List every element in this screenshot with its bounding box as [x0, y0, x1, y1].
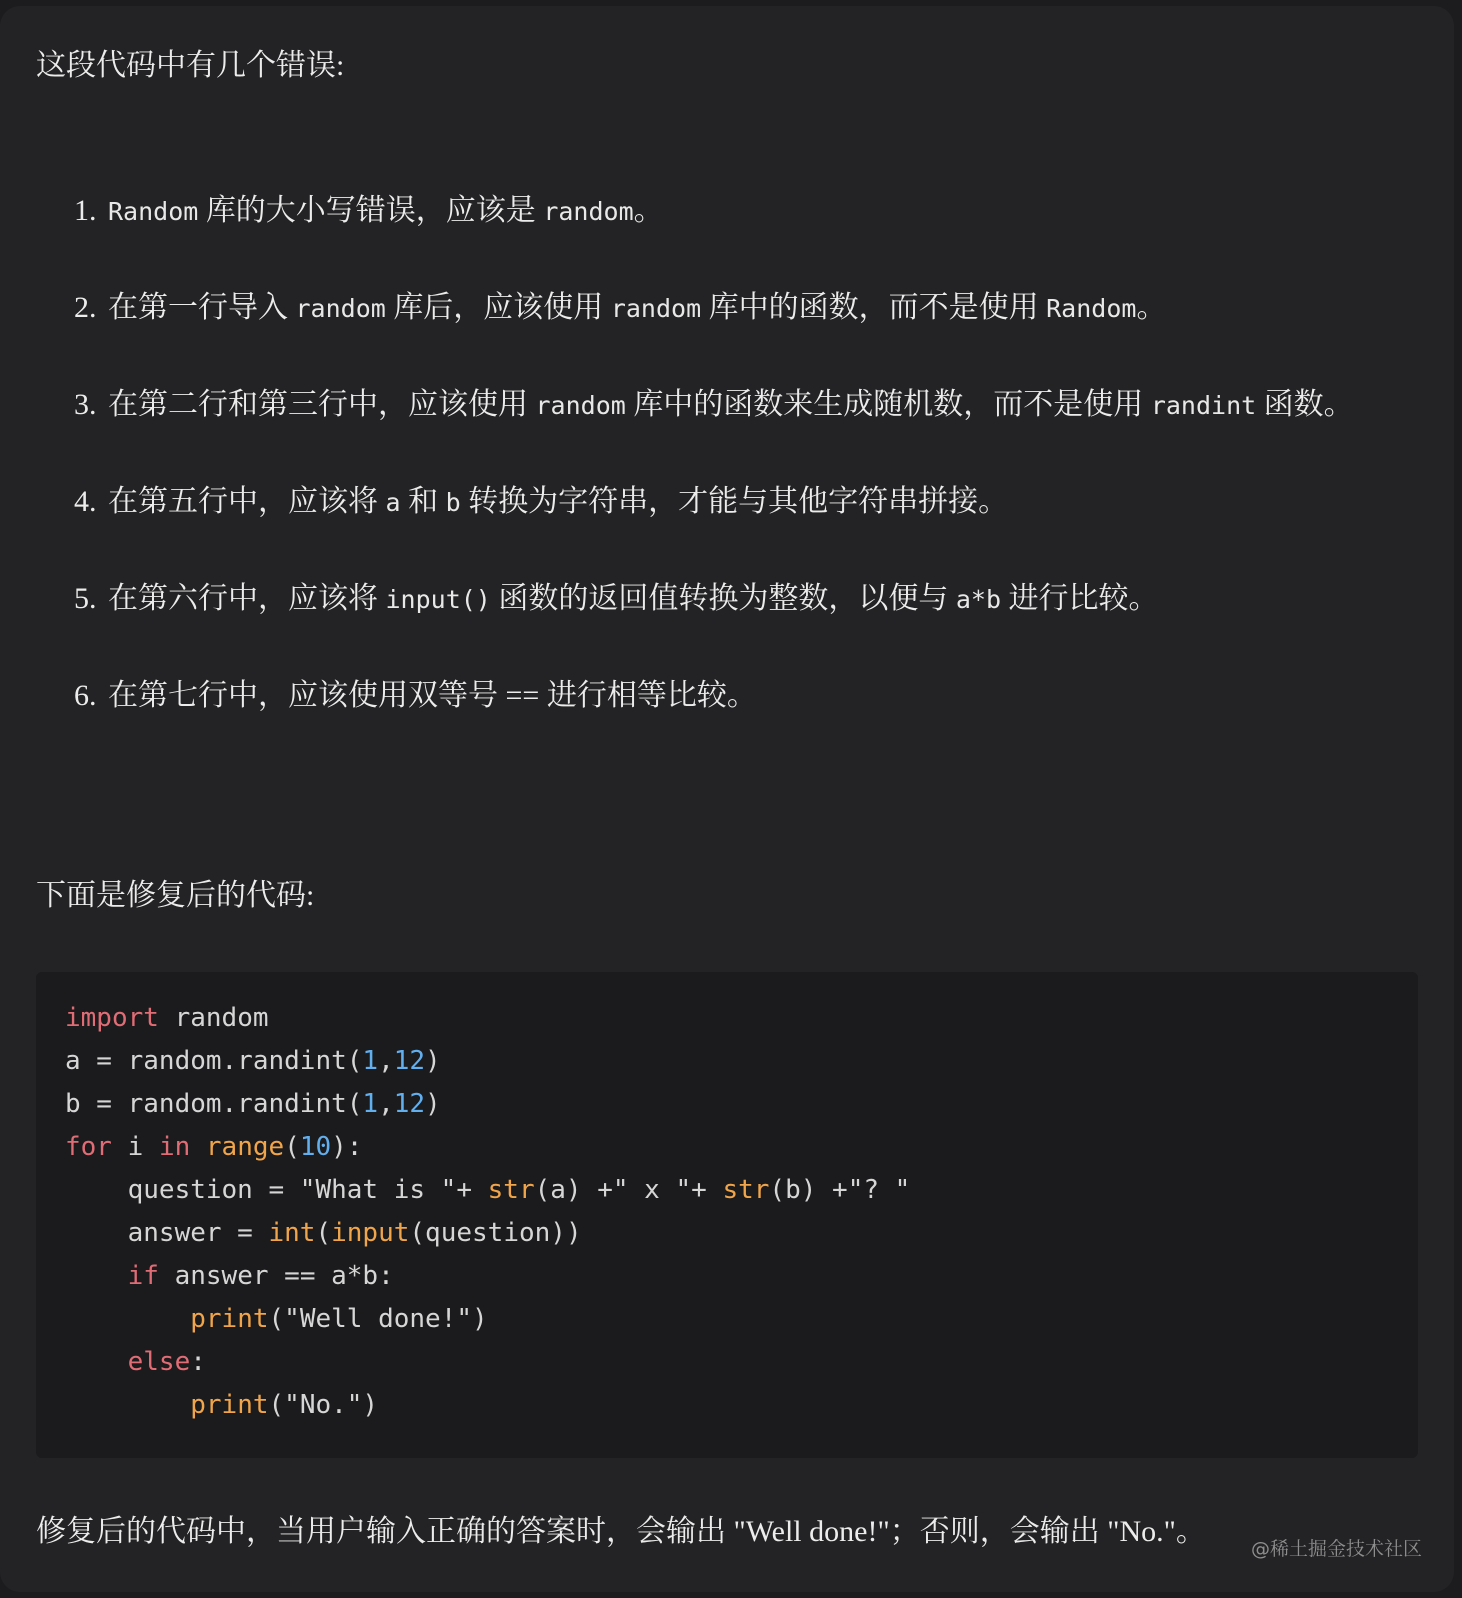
list-item-number: 1. [74, 194, 97, 227]
inline-code: random [295, 294, 386, 323]
code-token: i [111, 1132, 159, 1162]
code-token: random [158, 1003, 269, 1033]
code-token: print [190, 1390, 269, 1420]
code-token: (b) +"? " [769, 1175, 911, 1205]
code-token: in [158, 1132, 191, 1162]
error-list-item [36, 671, 1406, 721]
list-item-text: 。 [1136, 291, 1167, 324]
list-item-text: 和 [400, 485, 446, 518]
code-line [65, 1384, 1389, 1427]
error-list-item [36, 283, 1406, 334]
code-token [65, 1390, 190, 1420]
code-token: answer = [65, 1218, 269, 1248]
list-item-number: 3. [74, 388, 97, 421]
code-line [65, 1255, 1389, 1298]
list-item-text: 库中的函数，而不是使用 [701, 291, 1047, 324]
code-token: 1 [362, 1046, 379, 1076]
list-item-number: 5. [74, 582, 97, 615]
code-token: ): [331, 1132, 363, 1162]
intro-text: 这段代码中有几个错误: [36, 49, 345, 82]
code-token: for [65, 1132, 112, 1162]
code-token: : [190, 1347, 206, 1377]
list-item-text: 转换为字符串，才能与其他字符串拼接。 [460, 485, 1009, 518]
error-list [36, 186, 1406, 767]
code-token [65, 1304, 190, 1334]
inline-code: Random [1046, 294, 1137, 323]
code-token: else [127, 1347, 191, 1377]
error-list-item [36, 186, 1406, 237]
code-line [65, 1126, 1389, 1169]
code-token: (question)) [409, 1218, 582, 1248]
code-line [65, 997, 1389, 1040]
code-token [65, 1347, 128, 1377]
code-token: b = random.randint( [65, 1089, 363, 1119]
inline-code: Random [108, 197, 199, 226]
code-token: print [190, 1304, 269, 1334]
code-token: int [268, 1218, 316, 1248]
error-list-item [36, 477, 1406, 528]
list-item-text: 进行比较。 [1001, 582, 1159, 615]
list-item-text: 在第七行中，应该使用双等号 == 进行相等比较。 [108, 679, 757, 712]
list-item-text: 在第一行导入 [108, 291, 296, 324]
code-token: input [331, 1218, 410, 1248]
code-line [65, 1040, 1389, 1083]
code-token: question = "What is "+ [65, 1175, 488, 1205]
list-item-text: 库中的函数来生成随机数，而不是使用 [625, 388, 1151, 421]
inline-code: a*b [955, 585, 1002, 614]
code-token: import [65, 1003, 159, 1033]
code-token: ("No.") [268, 1390, 379, 1420]
code-line [65, 1169, 1389, 1212]
list-item-text: 库后，应该使用 [385, 291, 611, 324]
code-token: str [722, 1175, 770, 1205]
fixed-code-heading: 下面是修复后的代码: [36, 879, 315, 912]
error-list-item [36, 380, 1406, 431]
inline-code: input() [385, 585, 491, 614]
inline-code: random [610, 294, 702, 323]
inline-code: random [535, 391, 626, 420]
code-token: if [127, 1261, 159, 1291]
code-token: , [378, 1089, 394, 1119]
code-token [65, 1261, 128, 1291]
code-line [65, 1212, 1389, 1255]
code-token: ( [284, 1132, 300, 1162]
code-token: ) [425, 1046, 441, 1076]
code-line [65, 1341, 1389, 1384]
summary-text: 修复后的代码中，当用户输入正确的答案时，会输出 "Well done!"；否则，会输出 "No."。 [36, 1515, 1206, 1548]
list-item-number: 6. [74, 679, 97, 712]
watermark: @稀土掘金技术社区 [1250, 1538, 1422, 1560]
inline-code: a [385, 488, 401, 517]
list-item-number: 2. [74, 291, 97, 324]
code-line [65, 1083, 1389, 1126]
list-item-text: 函数。 [1256, 388, 1354, 421]
code-token: a = random.randint( [65, 1046, 363, 1076]
code-token: str [487, 1175, 535, 1205]
inline-code: b [445, 488, 461, 517]
list-item-text: 在第五行中，应该将 [108, 485, 386, 518]
list-item-number: 4. [74, 485, 97, 518]
code-token: range [205, 1132, 285, 1162]
code-token: ) [425, 1089, 441, 1119]
code-token: 12 [393, 1046, 426, 1076]
code-token: , [378, 1046, 394, 1076]
code-token: 1 [362, 1089, 379, 1119]
code-token: answer == a*b: [158, 1261, 394, 1291]
list-item-text: 。 [633, 194, 664, 227]
code-token: ( [315, 1218, 332, 1248]
code-token [190, 1132, 206, 1162]
code-line [65, 1298, 1389, 1341]
list-item-text: 在第六行中，应该将 [108, 582, 386, 615]
chat-message-panel [0, 6, 1454, 1592]
code-token: 10 [299, 1132, 332, 1162]
inline-code: random [543, 197, 634, 226]
code-block [36, 972, 1418, 1458]
code-token: ("Well done!") [268, 1304, 488, 1334]
list-item-text: 库的大小写错误，应该是 [198, 194, 544, 227]
code-token: (a) +" x "+ [534, 1175, 723, 1205]
error-list-item [36, 574, 1406, 625]
list-item-text: 在第二行和第三行中，应该使用 [108, 388, 536, 421]
inline-code: randint [1150, 391, 1257, 420]
code-token: 12 [393, 1089, 426, 1119]
list-item-text: 函数的返回值转换为整数，以便与 [490, 582, 956, 615]
